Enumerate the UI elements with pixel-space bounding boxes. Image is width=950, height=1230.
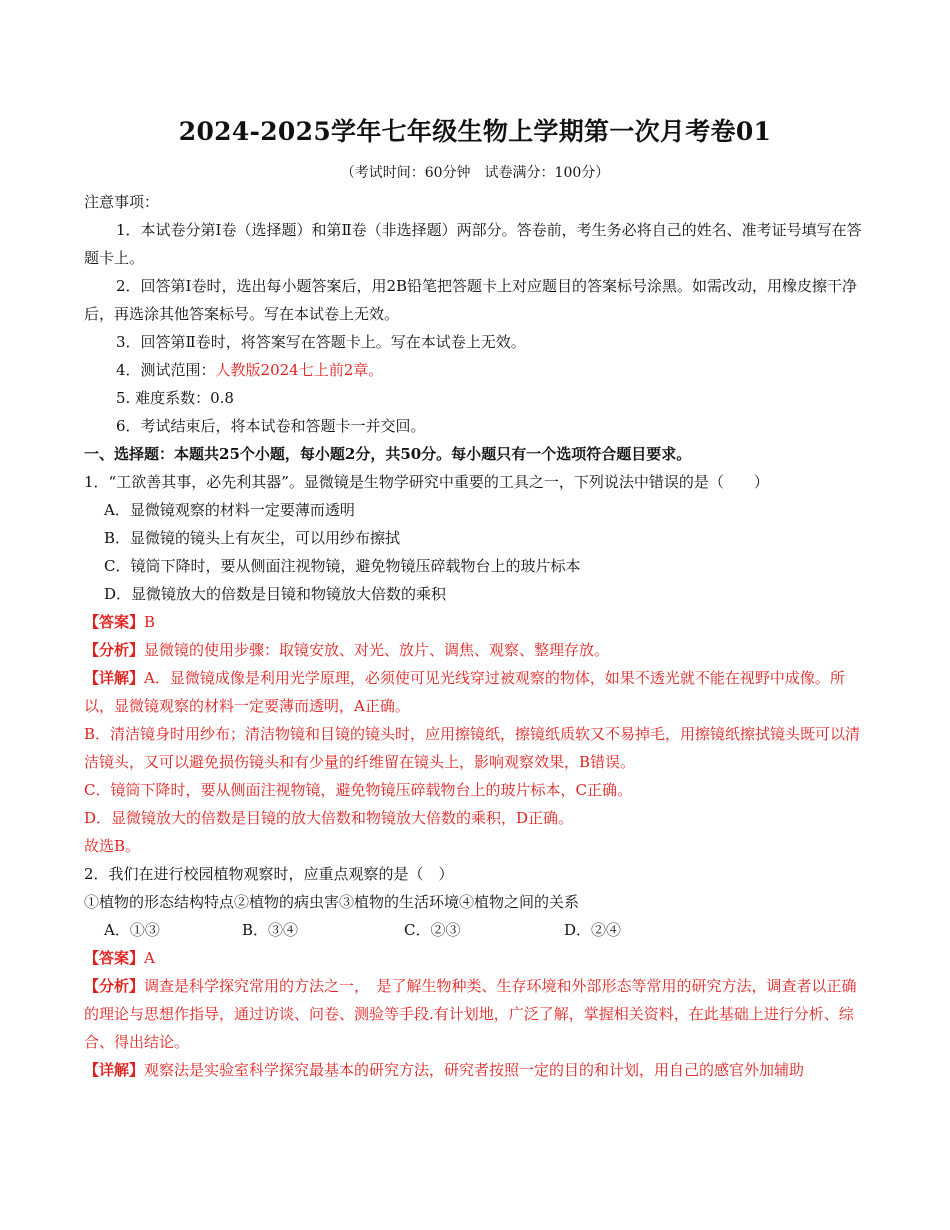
answer-label: 【答案】: [84, 613, 145, 631]
answer-value: A: [144, 949, 155, 967]
notice-heading: 注意事项：: [84, 193, 160, 211]
detail-label: 【详解】: [84, 669, 145, 687]
notice-item-1: 1．本试卷分第Ⅰ卷（选择题）和第Ⅱ卷（非选择题）两部分。答卷前，考生务必将自己的姓名、准考证号填写在答题卡上。: [84, 221, 862, 267]
question-2-options: [84, 916, 869, 944]
detail-text: A．显微镜成像是利用光学原理，必须使可见光线穿过被观察的物体，如果不透光就不能在视野中成像。所以，显微镜观察的材料一定要薄而透明，A正确。: [84, 669, 845, 715]
question-1-option-d: D．显微镜放大的倍数是目镜和物镜放大倍数的乘积: [104, 585, 447, 603]
answer-label: 【答案】: [84, 949, 145, 967]
detail-text: 观察法是实验室科学探究最基本的研究方法，研究者按照一定的目的和计划，用自己的感官外加辅助: [144, 1061, 805, 1079]
question-2-answer: [84, 944, 869, 972]
question-1-detail-a: [84, 664, 869, 720]
question-1-answer: [84, 608, 869, 636]
question-2-analysis: [84, 972, 869, 1056]
analysis-label: 【分析】: [84, 977, 145, 995]
notice-item-5: 5. 难度系数：0.8: [116, 389, 234, 407]
question-2-option-b: B．③④: [242, 921, 299, 939]
analysis-text: 显微镜的使用步骤：取镜安放、对光、放片、调焦、观察、整理存放。: [144, 641, 610, 659]
question-1-option-b: B．显微镜的镜头上有灰尘，可以用纱布擦拭: [104, 529, 401, 547]
question-1-detail-b: B．清洁镜身时用纱布；清洁物镜和目镜的镜头时，应用擦镜纸，擦镜纸质软又不易掉毛，用擦镜纸擦拭镜头既可以清洁镜头，又可以避免损伤镜头和有少量的纤维留在镜头上，影响观察效果，B错误。: [84, 725, 861, 771]
notice-item-4-label: 4．测试范围：: [116, 361, 216, 379]
test-scope: 人教版2024七上前2章。: [215, 361, 384, 379]
exam-info: （考试时间：60分钟 试卷满分：100分）: [340, 165, 610, 181]
notice-item-3: 3．回答第Ⅱ卷时，将答案写在答题卡上。写在本试卷上无效。: [116, 333, 526, 351]
notice-item-6: 6．考试结束后，将本试卷和答题卡一并交回。: [116, 417, 426, 435]
document-body: [84, 188, 869, 1084]
question-1-detail-c: C．镜筒下降时，要从侧面注视物镜，避免物镜压碎载物台上的玻片标本，C正确。: [84, 781, 632, 799]
question-1-conclusion: 故选B。: [84, 837, 141, 855]
notice-item-4: [84, 356, 869, 384]
section-heading: 一、选择题：本题共25个小题，每小题2分，共50分。每小题只有一个选项符合题目要求。: [84, 445, 692, 463]
notice-item-2: 2．回答第Ⅰ卷时，选出每小题答案后，用2B铅笔把答题卡上对应题目的答案标号涂黑。如需改动，用橡皮擦干净后，再选涂其他答案标号。写在本试卷上无效。: [84, 277, 858, 323]
question-1-option-a: A．显微镜观察的材料一定要薄而透明: [104, 501, 355, 519]
page-title: 2024-2025学年七年级生物上学期第一次月考卷01: [178, 117, 772, 146]
question-2-detail: [84, 1056, 869, 1084]
answer-value: B: [144, 613, 156, 631]
question-1-stem: 1．“工欲善其事，必先利其器”。显微镜是生物学研究中重要的工具之一，下列说法中错误的是（ ）: [84, 473, 769, 491]
question-2-items: ①植物的形态结构特点②植物的病虫害③植物的生活环境④植物之间的关系: [84, 893, 580, 911]
question-2-stem: 2．我们在进行校园植物观察时，应重点观察的是（ ）: [84, 865, 454, 883]
analysis-text: 调查是科学探究常用的方法之一， 是了解生物种类、生存环境和外部形态等常用的研究方法，调查者以正确的理论与思想作指导，通过访谈、问卷、测验等手段.有计划地，广泛了解，掌握相关资料，在此基础上进行分析、综合、得出结论。: [84, 977, 857, 1051]
question-1-detail-d: D．显微镜放大的倍数是目镜的放大倍数和物镜放大倍数的乘积，D正确。: [84, 809, 574, 827]
detail-label: 【详解】: [84, 1061, 145, 1079]
question-1-analysis: [84, 636, 869, 664]
question-1-option-c: C．镜筒下降时，要从侧面注视物镜，避免物镜压碎载物台上的玻片标本: [104, 557, 581, 575]
question-2-option-a: A．①③: [104, 921, 160, 939]
question-2-option-c: C．②③: [404, 921, 461, 939]
question-2-option-d: D．②④: [564, 921, 622, 939]
analysis-label: 【分析】: [84, 641, 145, 659]
